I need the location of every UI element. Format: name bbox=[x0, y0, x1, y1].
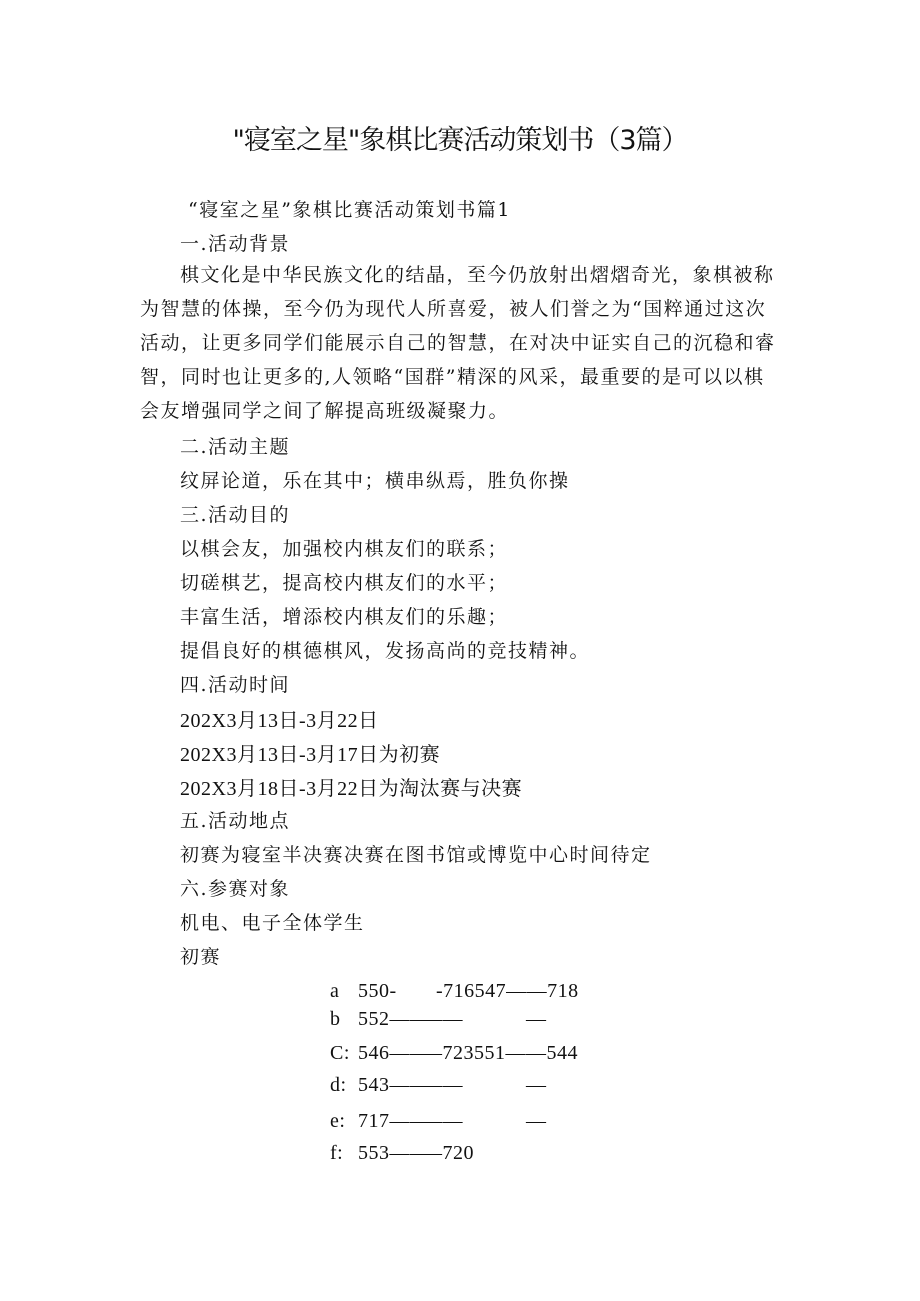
document-subtitle: “寝室之星”象棋比赛活动策划书篇1 bbox=[188, 199, 512, 221]
bracket-label: d: bbox=[330, 1074, 347, 1096]
purpose-item: 提倡良好的棋德棋风，发扬高尚的竞技精神。 bbox=[180, 640, 591, 662]
time-item: 202X3月13日-3月22日 bbox=[180, 710, 379, 732]
bracket-seed: 550- bbox=[358, 980, 397, 1002]
bracket-seed: 552—— bbox=[358, 1008, 431, 1030]
bracket-label: b bbox=[330, 1008, 341, 1030]
bracket-result: —— bbox=[422, 1110, 463, 1132]
purpose-item: 丰富生活，增添校内棋友们的乐趣； bbox=[180, 606, 509, 628]
bracket-result: -716547——718 bbox=[436, 980, 579, 1002]
section-body-background: 棋文化是中华民族文化的结晶，至今仍放射出熠熠奇光，象棋被称为智慧的体操，至今仍为现代人所喜爱，被人们誉之为“国粹通过这次活动，让更多同学们能展示自己的智慧，在对决中证实自己的沉稳和睿智，同时也让更多的,人领略“国群”精深的风采，最重要的是可以以棋会友增强同学之间了解提高班级凝聚力。 bbox=[140, 264, 776, 422]
purpose-item: 切磋棋艺，提高校内棋友们的水平； bbox=[180, 572, 509, 594]
bracket-label: e: bbox=[330, 1110, 346, 1132]
page-title: "寝室之星"象棋比赛活动策划书（3篇） bbox=[232, 125, 688, 156]
round-label: 初赛 bbox=[180, 946, 222, 968]
bracket-right: — bbox=[526, 1074, 547, 1096]
bracket-right: — bbox=[526, 1008, 547, 1030]
bracket-label: C: bbox=[330, 1042, 350, 1064]
bracket-right: — bbox=[526, 1110, 547, 1132]
bracket-row bbox=[330, 1110, 547, 1133]
time-item: 202X3月13日-3月17日为初赛 bbox=[180, 744, 441, 766]
purpose-item: 以棋会友，加强校内棋友们的联系； bbox=[180, 538, 509, 560]
bracket-seed: 553—— bbox=[358, 1142, 431, 1164]
bracket-label: f: bbox=[330, 1142, 344, 1164]
bracket-row bbox=[330, 1142, 474, 1165]
section-heading-location: 五.活动地点 bbox=[180, 810, 291, 832]
section-heading-purpose: 三.活动目的 bbox=[180, 504, 291, 526]
bracket-result: —— bbox=[422, 1008, 463, 1030]
bracket-label: a bbox=[330, 980, 340, 1002]
bracket-seed: 546—— bbox=[358, 1042, 431, 1064]
bracket-result: —723551——544 bbox=[422, 1042, 578, 1064]
section-body-theme: 纹屏论道，乐在其中；横串纵焉，胜负你操 bbox=[180, 470, 570, 492]
section-body-location: 初赛为寝室半决赛决赛在图书馆或博览中心时间待定 bbox=[180, 844, 652, 866]
section-body-participants: 机电、电子全体学生 bbox=[180, 912, 365, 934]
section-heading-background: 一.活动背景 bbox=[180, 233, 291, 255]
bracket-row bbox=[330, 980, 579, 1003]
section-heading-participants: 六.参赛对象 bbox=[180, 878, 291, 900]
section-heading-time: 四.活动时间 bbox=[180, 674, 291, 696]
bracket-result: —720 bbox=[422, 1142, 474, 1164]
time-item: 202X3月18日-3月22日为淘汰赛与决赛 bbox=[180, 778, 523, 800]
bracket-row bbox=[330, 1008, 547, 1031]
bracket-seed: 543—— bbox=[358, 1074, 431, 1096]
bracket-row bbox=[330, 1074, 547, 1097]
bracket-row bbox=[330, 1042, 578, 1065]
section-heading-theme: 二.活动主题 bbox=[180, 436, 291, 458]
bracket-result: —— bbox=[422, 1074, 463, 1096]
bracket-seed: 717—— bbox=[358, 1110, 431, 1132]
